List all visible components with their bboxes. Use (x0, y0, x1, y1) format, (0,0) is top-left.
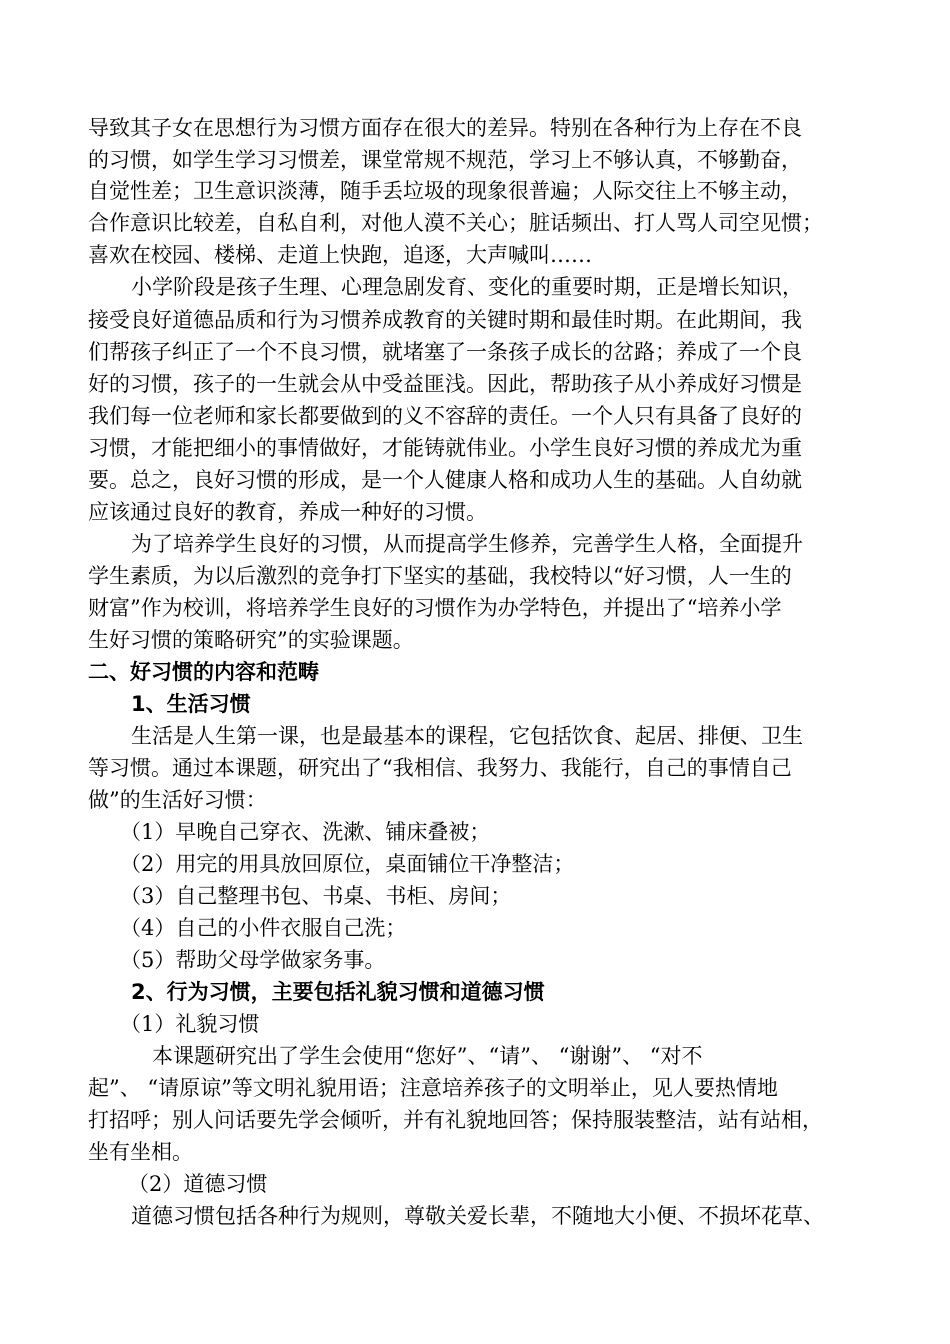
paragraph-line: 接受良好道德品质和行为习惯养成教育的关键时期和最佳时期。在此期间，我 (88, 308, 802, 332)
paragraph-line: 们帮孩子纠正了一个不良习惯，就堵塞了一条孩子成长的岔路；养成了一个良 (88, 340, 802, 364)
paragraph-line: 坐有坐相。 (88, 1140, 193, 1164)
list-item: （3）自己整理书包、书桌、书柜、房间； (120, 884, 512, 908)
paragraph-line: 要。总之，良好习惯的形成，是一个人健康人格和成功人生的基础。人自幼就 (88, 468, 802, 492)
paragraph-line: 自觉性差；卫生意识淡薄，随手丢垃圾的现象很普遍；人际交往上不够主动， (88, 179, 802, 203)
subsection-heading: 2、行为习惯，主要包括礼貌习惯和道德习惯 (131, 980, 545, 1004)
paragraph-line: 做”的生活好习惯： (88, 788, 267, 812)
subsection-heading: （1）礼貌习惯 (120, 1012, 260, 1036)
paragraph-line: 应该通过良好的教育，养成一种好的习惯。 (88, 500, 487, 524)
paragraph-line: 道德习惯包括各种行为规则，尊敬关爱长辈，不随地大小便、不损坏花草、 (131, 1204, 824, 1228)
paragraph-line: 喜欢在校园、楼梯、走道上快跑，追逐，大声喊叫…… (88, 243, 592, 267)
paragraph-line: 学生素质，为以后激烈的竞争打下坚实的基础，我校特以“好习惯，人一生的 (88, 564, 792, 588)
paragraph-line: 好的习惯，孩子的一生就会从中受益匪浅。因此，帮助孩子从小养成好习惯是 (88, 372, 802, 396)
section-heading: 二、好习惯的内容和范畴 (88, 660, 319, 684)
subsection-heading: 1、生活习惯 (131, 692, 251, 716)
list-item: （4）自己的小件衣服自己洗； (120, 916, 407, 940)
list-item: （2）用完的用具放回原位，桌面铺位干净整洁； (120, 852, 575, 876)
paragraph-line: 本课题研究出了学生会使用“您好”、“请”、 “谢谢”、 “对不 (152, 1044, 703, 1068)
paragraph-line: 生活是人生第一课，也是最基本的课程，它包括饮食、起居、排便、卫生 (131, 724, 803, 748)
paragraph-line: 的习惯，如学生学习习惯差，课堂常规不规范，学习上不够认真，不够勤奋， (88, 148, 802, 172)
paragraph-line: 生好习惯的策略研究”的实验课题。 (88, 628, 414, 652)
list-item: （1）早晚自己穿衣、洗漱、铺床叠被； (120, 820, 491, 844)
paragraph-line: 我们每一位老师和家长都要做到的义不容辞的责任。一个人只有具备了良好的 (88, 404, 802, 428)
paragraph-line: 起”、 “请原谅”等文明礼貌用语；注意培养孩子的文明举止，见人要热情地 (88, 1076, 778, 1100)
paragraph-line: 小学阶段是孩子生理、心理急剧发育、变化的重要时期，正是增长知识， (131, 275, 803, 299)
paragraph-line: 打招呼；别人问话要先学会倾听，并有礼貌地回答；保持服装整洁，站有站相， (88, 1108, 823, 1132)
paragraph-line: 合作意识比较差，自私自利，对他人漠不关心；脏话频出、打人骂人司空见惯； (88, 211, 823, 235)
subsection-heading: （2）道德习惯 (128, 1172, 268, 1196)
list-item: （5）帮助父母学做家务事。 (120, 948, 386, 972)
paragraph-line: 为了培养学生良好的习惯，从而提高学生修养，完善学生人格，全面提升 (131, 532, 803, 556)
paragraph-line: 等习惯。通过本课题，研究出了“我相信、我努力、我能行，自己的事情自己 (88, 756, 792, 780)
paragraph-line: 财富”作为校训，将培养学生良好的习惯作为办学特色，并提出了“培养小学 (88, 596, 782, 620)
paragraph-line: 习惯，才能把细小的事情做好，才能铸就伟业。小学生良好习惯的养成尤为重 (88, 436, 802, 460)
paragraph-line: 导致其子女在思想行为习惯方面存在很大的差异。特别在各种行为上存在不良 (88, 116, 802, 140)
